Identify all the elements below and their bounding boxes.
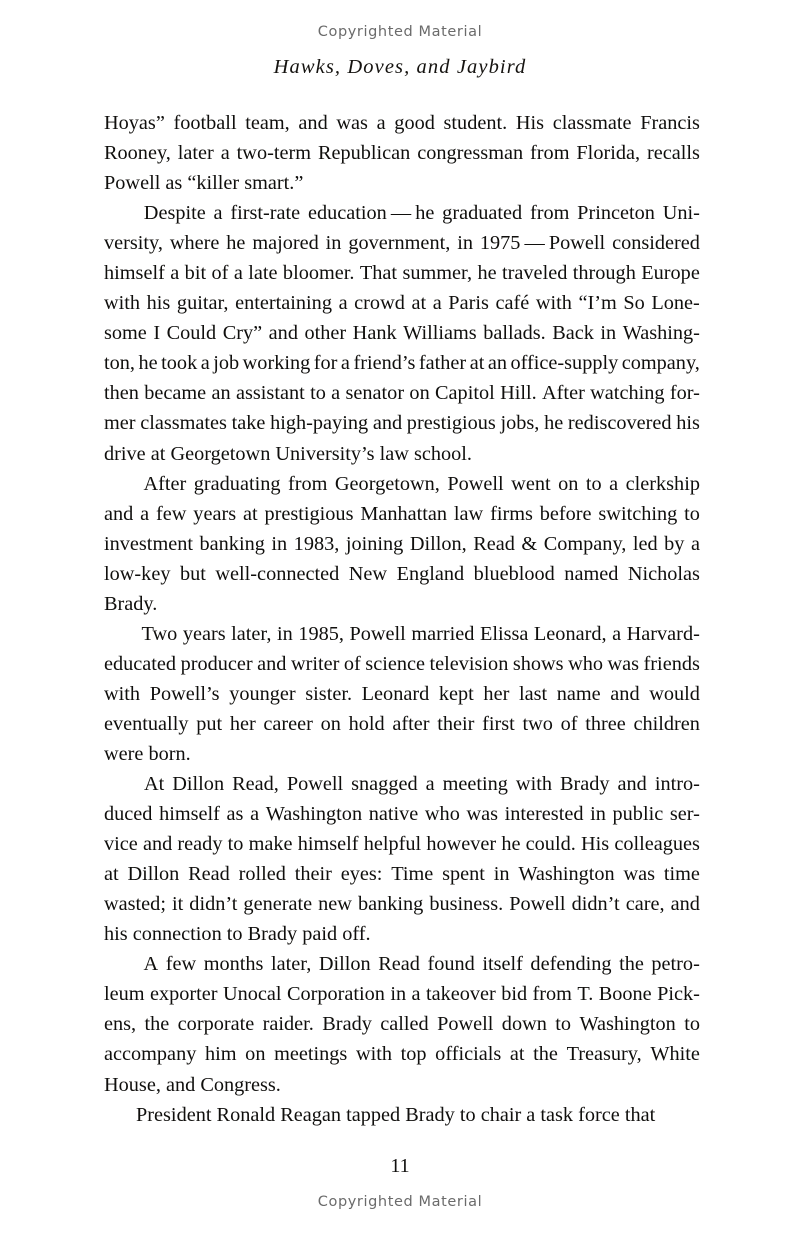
text-line: versity, where he majored in government, in 1975 — Powell considered [104, 232, 700, 255]
text-line: duced himself as a Washington native who was interested in public ser- [104, 803, 700, 826]
text-line: educated producer and writer of science television shows who was friends [104, 652, 700, 675]
paragraph-indent [104, 769, 136, 799]
text-line: Two years later, in 1985, Powell married Elissa Leonard, a Harvard- [104, 619, 700, 649]
copyrighted-material-header: Copyrighted Material [317, 24, 483, 40]
body-paragraph [104, 949, 700, 1099]
text-line: then became an assistant to a senator on Capitol Hill. After watching for- [104, 382, 700, 405]
text-line: were born. [104, 742, 191, 765]
text-line: with Powell’s younger sister. Leonard kept her last name and would [104, 682, 700, 705]
text-line: vice and ready to make himself helpful however he could. His colleagues [104, 833, 700, 856]
body-paragraph [104, 619, 700, 769]
text-line: himself a bit of a late bloomer. That summer, he traveled through Europe [104, 262, 700, 285]
text-line: his connection to Brady paid off. [104, 923, 371, 946]
body-paragraph [104, 198, 700, 468]
text-line: investment banking in 1983, joining Dillon, Read & Company, led by a [104, 532, 700, 555]
text-line: drive at Georgetown University’s law school. [104, 442, 472, 465]
text-line: leum exporter Unocal Corporation in a takeover bid from T. Boone Pick- [104, 983, 700, 1006]
text-line: mer classmates take high-paying and prestigious jobs, he rediscovered his [104, 412, 700, 435]
text-line: wasted; it didn’t generate new banking business. Powell didn’t care, and [104, 893, 700, 916]
paragraph-indent [104, 619, 136, 649]
text-line: House, and Congress. [104, 1073, 281, 1096]
text-line: A few months later, Dillon Read found itself defending the petro- [104, 949, 700, 979]
text-line: at Dillon Read rolled their eyes: Time spent in Washington was time [104, 863, 700, 886]
body-text-block [104, 108, 700, 1130]
text-line: Powell as “killer smart.” [104, 172, 304, 195]
copyrighted-material-footer: Copyrighted Material [317, 1194, 483, 1210]
body-paragraph [104, 769, 700, 949]
text-line: President Ronald Reagan tapped Brady to chair a task force that [136, 1103, 656, 1126]
text-line: accompany him on meetings with top officials at the Treasury, White [104, 1043, 700, 1066]
text-line: and a few years at prestigious Manhattan law firms before switching to [104, 502, 700, 525]
text-line: Brady. [104, 592, 158, 615]
text-line: After graduating from Georgetown, Powell went on to a clerkship [104, 469, 700, 499]
running-head-chapter-title: Hawks, Doves, and Jaybird [273, 56, 527, 78]
text-line: with his guitar, entertaining a crowd at a Paris café with “I’m So Lone- [104, 292, 700, 315]
paragraph-indent [104, 198, 136, 228]
text-line: ens, the corporate raider. Brady called Powell down to Washington to [104, 1013, 700, 1036]
paragraph-indent [104, 469, 136, 499]
paragraph-indent [104, 949, 136, 979]
text-line: Despite a first-rate education — he graduated from Princeton Uni- [104, 198, 700, 228]
body-paragraph [104, 108, 700, 198]
text-line: low-key but well-connected New England blueblood named Nicholas [104, 562, 700, 585]
text-line: Hoyas” football team, and was a good student. His classmate Francis [104, 112, 700, 134]
body-paragraph [104, 1100, 700, 1130]
text-line: eventually put her career on hold after their first two of three children [104, 712, 700, 735]
body-paragraph [104, 469, 700, 619]
page-number: 11 [390, 1155, 410, 1177]
text-line: At Dillon Read, Powell snagged a meeting with Brady and intro- [104, 769, 700, 799]
text-line: ton, he took a job working for a friend’s father at an office-supply company, [104, 352, 700, 375]
text-line: Rooney, later a two-term Republican congressman from Florida, recalls [104, 142, 700, 165]
text-line: some I Could Cry” and other Hank Williams ballads. Back in Washing- [104, 322, 700, 345]
